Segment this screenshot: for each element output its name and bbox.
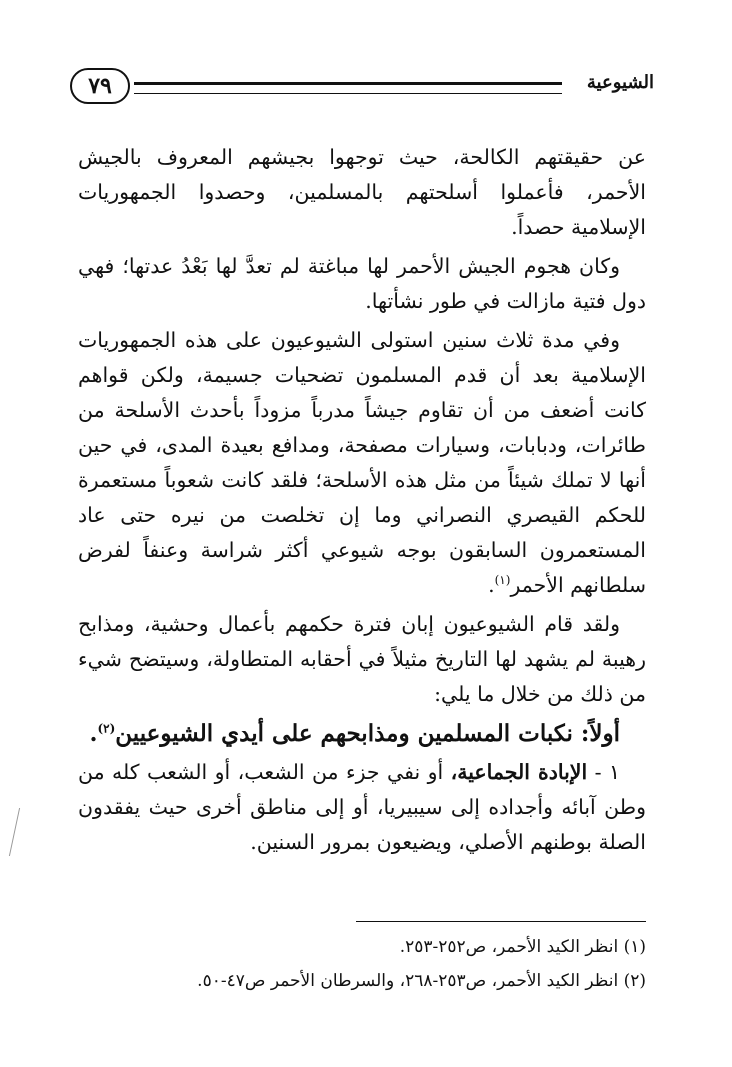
list-item [78,755,646,860]
paragraph: وكان هجوم الجيش الأحمر لها مباغتة لم تعدَّ لها بَعْدُ عدتها؛ فهي دول فتية مازالت في طور نشأتها. [78,254,646,313]
heading-text: أولاً: نكبات المسلمين ومذابحهم على أيدي الشيوعيين [115,720,620,747]
footnote-ref[interactable]: (١) [494,573,511,588]
item-text: أو نفي جزء من الشعب، أو الشعب كله من وطن آبائه وأجداده إلى سيبيريا، أو إلى مناطق أخرى حيث يفقدون الصلة بوطنهم الأصلي، ويضيعون بمرور السنين. [78,760,646,854]
footnote-divider [356,921,646,922]
footnote-item: (١) انظر الكيد الأحمر، ص٢٥٢-٢٥٣. [399,937,646,957]
running-head: الشيوعية [586,72,654,93]
footnote-ref[interactable]: (٢) [97,721,116,736]
body-text [78,140,646,864]
paragraph: ولقد قام الشيوعيون إبان فترة حكمهم بأعمال وحشية، ومذابح رهيبة لم يشهد لها التاريخ مثيلاً في أحقابه المتطاولة، وسيتضح شيء من ذلك من خلال ما يلي: [78,612,646,706]
paragraph-text: وفي مدة ثلاث سنين استولى الشيوعيون على هذه الجمهوريات الإسلامية بعد أن قدم المسلمون تضحيات جسيمة، ولكن قواهم كانت أضعف من أن تقاوم جيشاً مدرباً مزوداً بأحدث الأسلحة من طائرات، ودبابات، وسيارات مصفحة، ومدافع بعيدة المدى، في حين أنها لا تملك شيئاً من مثل هذه الأسلحة؛ فلقد كانت شعوباً مستعمرة للحكم القيصري النصراني وما إن تخلصت من نيره حتى عاد المستعمرون السابقون بوجه شيوعي أكثر شراسة وعنفاً لفرض سلطانهم الأحمر [78,328,646,597]
item-number: ١ - [594,760,620,784]
section-heading [78,716,646,751]
page-header [70,68,654,112]
footnote-item: (٢) انظر الكيد الأحمر، ص٢٥٣-٢٦٨، والسرطان الأحمر ص٤٧-٥٠. [197,971,646,991]
paragraph-end: . [488,573,495,597]
paragraph [78,323,646,603]
header-rule [134,82,562,94]
heading-end: . [89,720,98,747]
page-number: ٧٩ [70,68,130,104]
scan-margin-mark [9,808,30,856]
item-title: الإبادة الجماعية، [450,760,588,784]
paragraph: عن حقيقتهم الكالحة، حيث توجهوا بجيشهم المعروف بالجيش الأحمر، فأعملوا أسلحتهم بالمسلمين، وحصدوا الجمهوريات الإسلامية حصداً. [78,145,646,239]
footnotes [78,930,646,998]
